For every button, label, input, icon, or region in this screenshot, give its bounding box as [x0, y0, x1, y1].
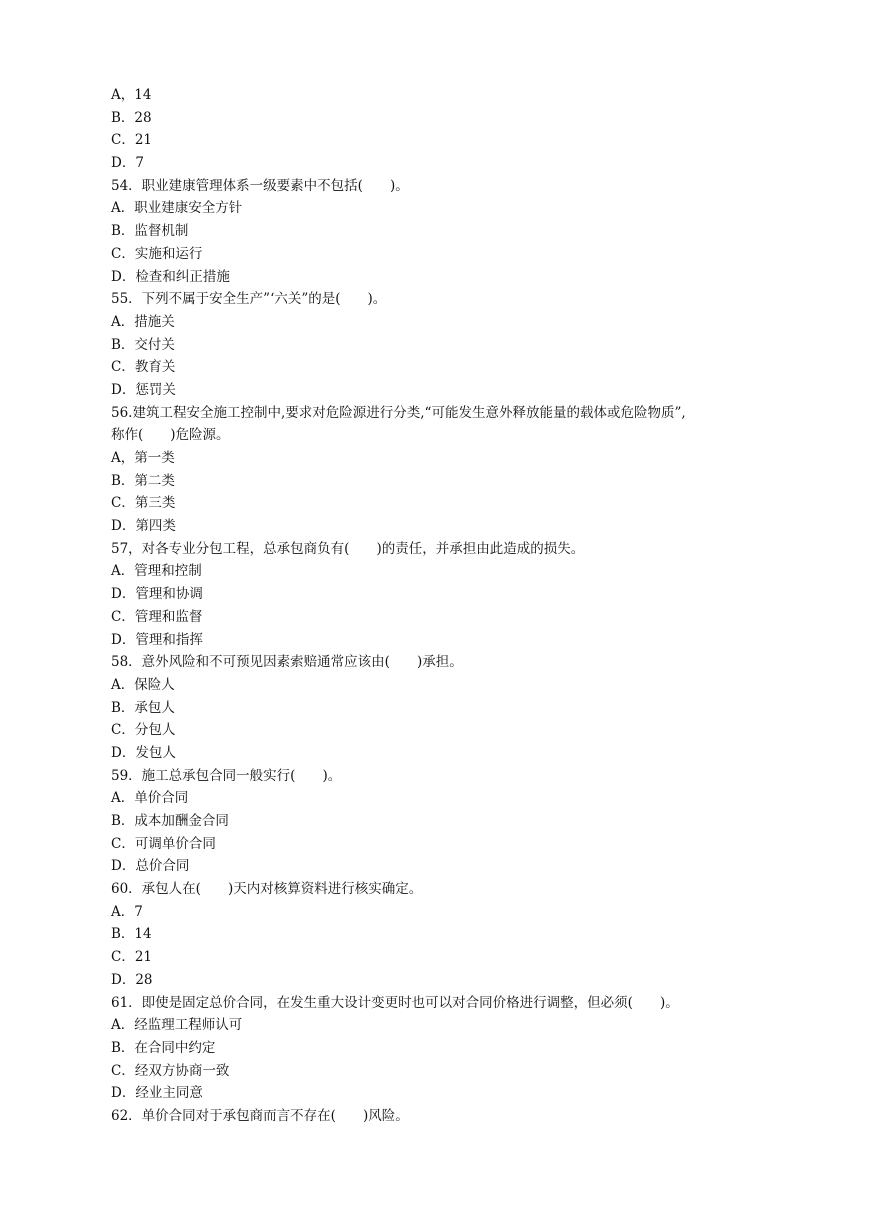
question-59: 59．施工总承包合同一般实行( )。: [111, 767, 342, 784]
option-d: D．7: [111, 155, 144, 172]
option-c: C．21: [111, 132, 153, 149]
option-d: D．管理和指挥: [111, 631, 203, 648]
option-b: B．在合同中约定: [111, 1039, 216, 1056]
option-a: A，第一类: [111, 450, 175, 466]
option-c: C．分包人: [111, 722, 176, 739]
option-b: B．交付关: [111, 336, 175, 353]
question-58: 58．意外风险和不可预见因素索赔通常应该由( )承担。: [111, 654, 463, 671]
option-a: A．保险人: [111, 676, 175, 693]
option-a: A．措施关: [111, 313, 175, 330]
document-body: [111, 84, 811, 1128]
question-62: 62．单价合同对于承包商而言不存在( )风险。: [111, 1107, 409, 1124]
option-a: A．职业建康安全方针: [111, 200, 243, 217]
option-d: D．经业主同意: [111, 1085, 203, 1102]
question-57: 57，对各专业分包工程，总承包商负有( )的责任，并承担由此造成的损失。: [111, 540, 585, 557]
question-60: 60．承包人在( )天内对核算资料进行核实确定。: [111, 881, 423, 898]
question-56-continued: 称作( )危险源。: [111, 427, 230, 444]
option-a: A，14: [111, 87, 152, 103]
option-d: D．发包人: [111, 744, 176, 761]
option-c: C．第三类: [111, 495, 176, 512]
question-61: 61．即使是固定总价合同，在发生重大设计变更时也可以对合同价格进行调整，但必须( )。: [111, 994, 679, 1011]
option-c: C．教育关: [111, 359, 176, 376]
option-c: C．管理和监督: [111, 608, 203, 625]
question-54: 54．职业建康管理体系一级要素中不包括( )。: [111, 177, 409, 194]
option-c: C．实施和运行: [111, 245, 203, 262]
option-a: A．管理和控制: [111, 563, 202, 580]
option-a: A．经监理工程师认可: [111, 1017, 243, 1034]
option-d: D．28: [111, 971, 153, 988]
option-b: B．第二类: [111, 472, 175, 489]
option-b: B．监督机制: [111, 223, 189, 240]
option-b: B．成本加酬金合同: [111, 813, 229, 829]
option-d: D．检查和纠正措施: [111, 268, 230, 285]
option-a: A．单价合同: [111, 790, 189, 807]
question-56: 56.建筑工程安全施工控制中,要求对危险源进行分类,“可能发生意外释放能量的载体或危险物质”,: [111, 404, 686, 421]
option-d: D．管理和协调: [111, 586, 203, 603]
option-c: C．21: [111, 949, 153, 966]
option-d: D．惩罚关: [111, 381, 176, 398]
option-b: B．承包人: [111, 699, 175, 716]
option-d: D．总价合同: [111, 858, 190, 875]
option-c: C．可调单价合同: [111, 835, 216, 852]
option-d: D．第四类: [111, 518, 176, 535]
option-b: B．28: [111, 109, 152, 126]
option-c: C．经双方协商一致: [111, 1062, 230, 1079]
option-a: A．7: [111, 903, 143, 920]
option-b: B．14: [111, 926, 152, 943]
question-55: 55．下列不属于安全生产”‘六关”的是( )。: [111, 291, 387, 308]
